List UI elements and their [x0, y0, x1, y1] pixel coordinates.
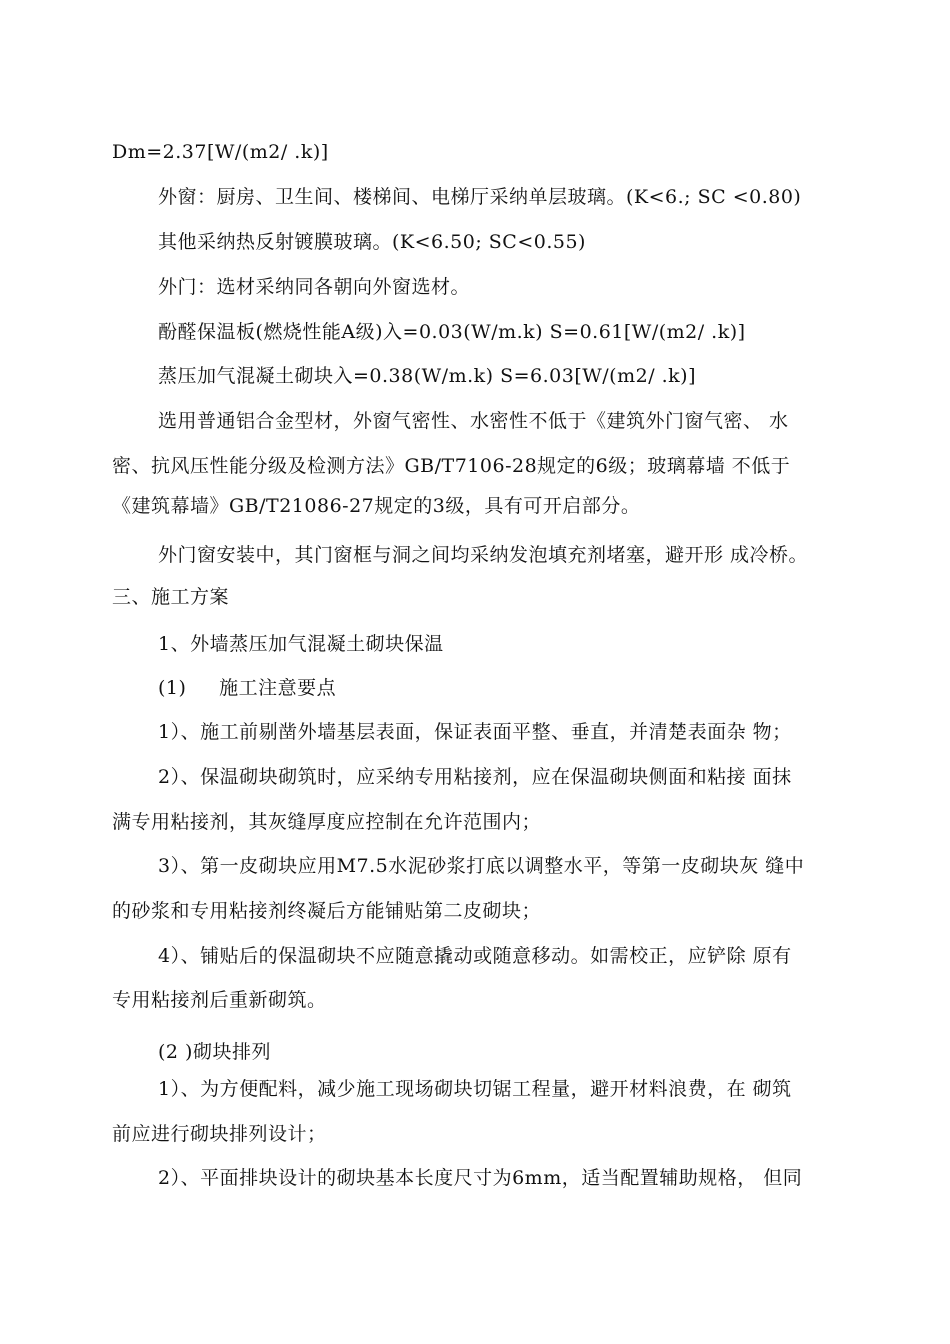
- text-line-item-3b: 的砂浆和专用粘接剂终凝后方能铺贴第二皮砌块；: [112, 900, 542, 922]
- text-line-item-4a: 4）、铺贴后的保温砌块不应随意撬动或随意移动。如需校正，应铲除 原有: [158, 945, 792, 967]
- text-line-aluminum-1: 选用普通铝合金型材，外窗气密性、水密性不低于《建筑外门窗气密、 水: [158, 410, 789, 432]
- text-line-exterior-window: 外窗：厨房、卫生间、楼梯间、电梯厅采纳单层玻璃。(K<6.; SC <0.80): [158, 186, 802, 208]
- text-line-other-glass: 其他采纳热反射镀膜玻璃。(K<6.50; SC<0.55): [158, 231, 586, 253]
- text-line-dm: Dm=2.37[W/(m2/ .k)]: [112, 141, 329, 163]
- text-line-aluminum-3: 《建筑幕墙》GB/T21086-27规定的3级，具有可开启部分。: [112, 495, 641, 517]
- text-line-item-1: 1）、施工前剔凿外墙基层表面，保证表面平整、垂直，并清楚表面杂 物；: [158, 721, 792, 743]
- text-line-installation: 外门窗安装中，其门窗框与洞之间均采纳发泡填充剂堵塞，避开形 成冷桥。: [158, 544, 809, 566]
- section-heading-construction: 三、施工方案: [112, 586, 230, 608]
- text-line-item-2b: 满专用粘接剂，其灰缝厚度应控制在允许范围内；: [112, 811, 542, 833]
- subheading-points: (1) 施工注意要点: [158, 677, 337, 699]
- text-line-item-4b: 专用粘接剂后重新砌筑。: [112, 989, 327, 1011]
- subheading-block-insulation: 1、外墙蒸压加气混凝土砌块保温: [158, 633, 444, 655]
- text-line-item-3a: 3）、第一皮砌块应用M7.5水泥砂浆打底以调整水平，等第一皮砌块灰 缝中: [158, 855, 805, 877]
- text-line-item-2a: 2）、保温砌块砌筑时，应采纳专用粘接剂，应在保温砌块侧面和粘接 面抹: [158, 766, 792, 788]
- text-line-aerated-block: 蒸压加气混凝土砌块入=0.38(W/m.k) S=6.03[W/(m2/ .k)]: [158, 365, 697, 387]
- text-line-arr-2: 2）、平面排块设计的砌块基本长度尺寸为6mm，适当配置辅助规格， 但同: [158, 1167, 803, 1189]
- text-line-arr-1a: 1）、为方便配料，减少施工现场砌块切锯工程量，避开材料浪费，在 砌筑: [158, 1078, 792, 1100]
- text-line-exterior-door: 外门：选材采纳同各朝向外窗选材。: [158, 276, 471, 298]
- text-line-aluminum-2: 密、抗风压性能分级及检测方法》GB/T7106-28规定的6级；玻璃幕墙 不低于: [112, 455, 791, 477]
- text-line-arr-1b: 前应进行砌块排列设计；: [112, 1123, 327, 1145]
- subheading-block-arrangement: (2 )砌块排列: [158, 1041, 271, 1063]
- text-line-phenolic-board: 酚醛保温板(燃烧性能A级)入=0.03(W/m.k) S=0.61[W/(m2/ .k)]: [158, 321, 746, 343]
